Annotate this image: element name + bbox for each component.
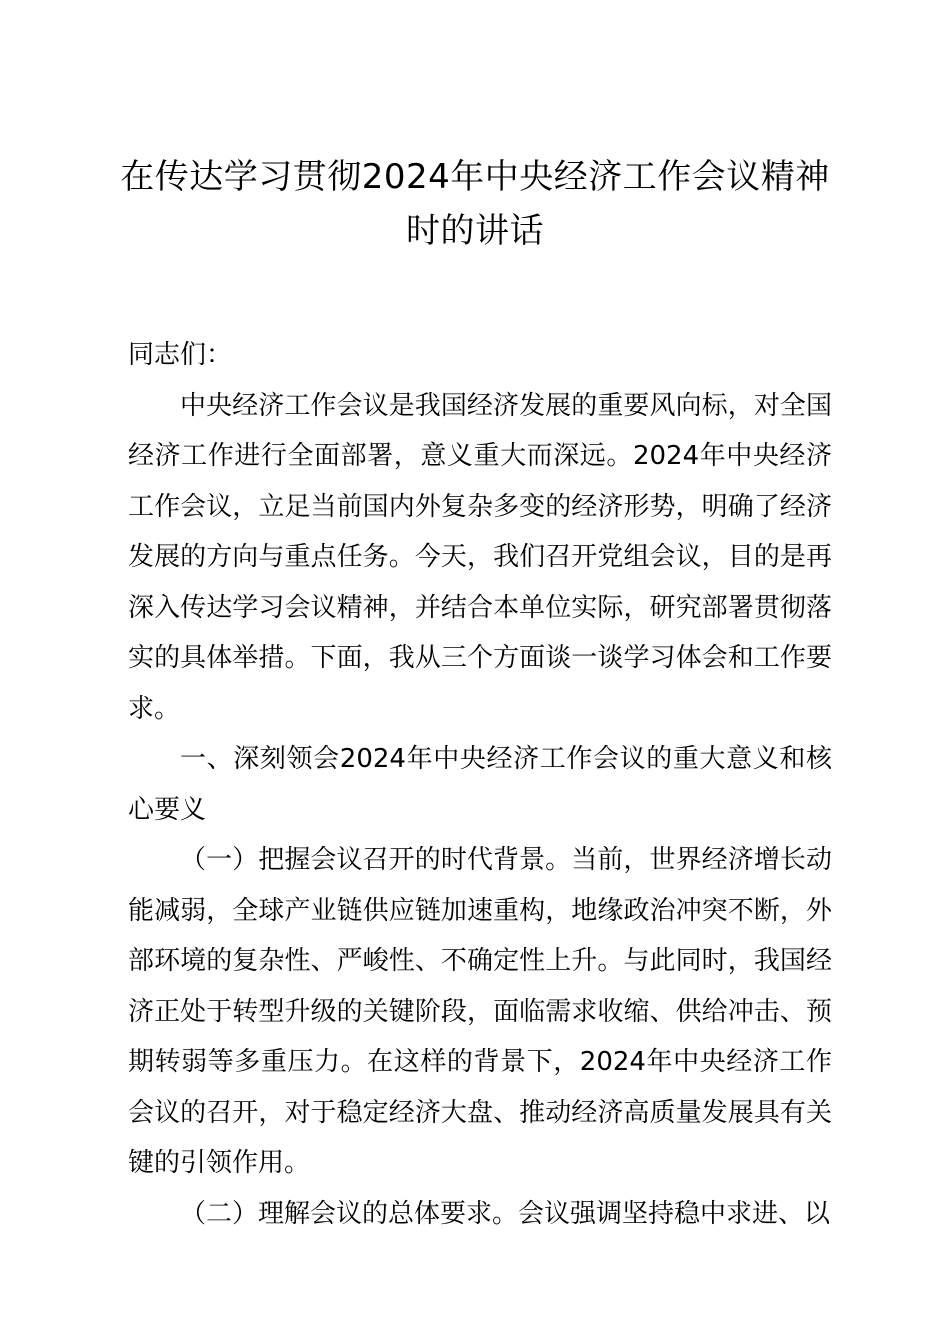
subsection-paragraph-1: （一）把握会议召开的时代背景。当前，世界经济增长动能减弱，全球产业链供应链加速重构，地缘政治冲突不断，外部环境的复杂性、严峻性、不确定性上升。与此同时，我国经济正处于转型升级的关键阶段，面临需求收缩、供给冲击、预期转弱等多重压力。在这样的背景下，2024年中央经济工作会议的召开，对于稳定经济大盘、推动经济高质量发展具有关键的引领作用。 — [128, 845, 832, 1178]
intro-paragraph: 中央经济工作会议是我国经济发展的重要风向标，对全国经济工作进行全面部署，意义重大而深远。2024年中央经济工作会议，立足当前国内外复杂多变的经济形势，明确了经济发展的方向与重点任务。今天，我们召开党组会议，目的是再深入传达学习会议精神，并结合本单位实际，研究部署贯彻落实的具体举措。下面，我从三个方面谈一谈学习体会和工作要求。 — [128, 390, 832, 724]
section-heading-1: 一、深刻领会2024年中央经济工作会议的重大意义和核心要义 — [128, 744, 832, 825]
salutation: 同志们： — [128, 340, 233, 370]
subsection-paragraph-2: （二）理解会议的总体要求。会议强调坚持稳中求进、以 — [180, 1198, 831, 1229]
document-body — [128, 330, 832, 1239]
document-title: 在传达学习贯彻2024年中央经济工作会议精神时的讲话 — [120, 157, 830, 251]
